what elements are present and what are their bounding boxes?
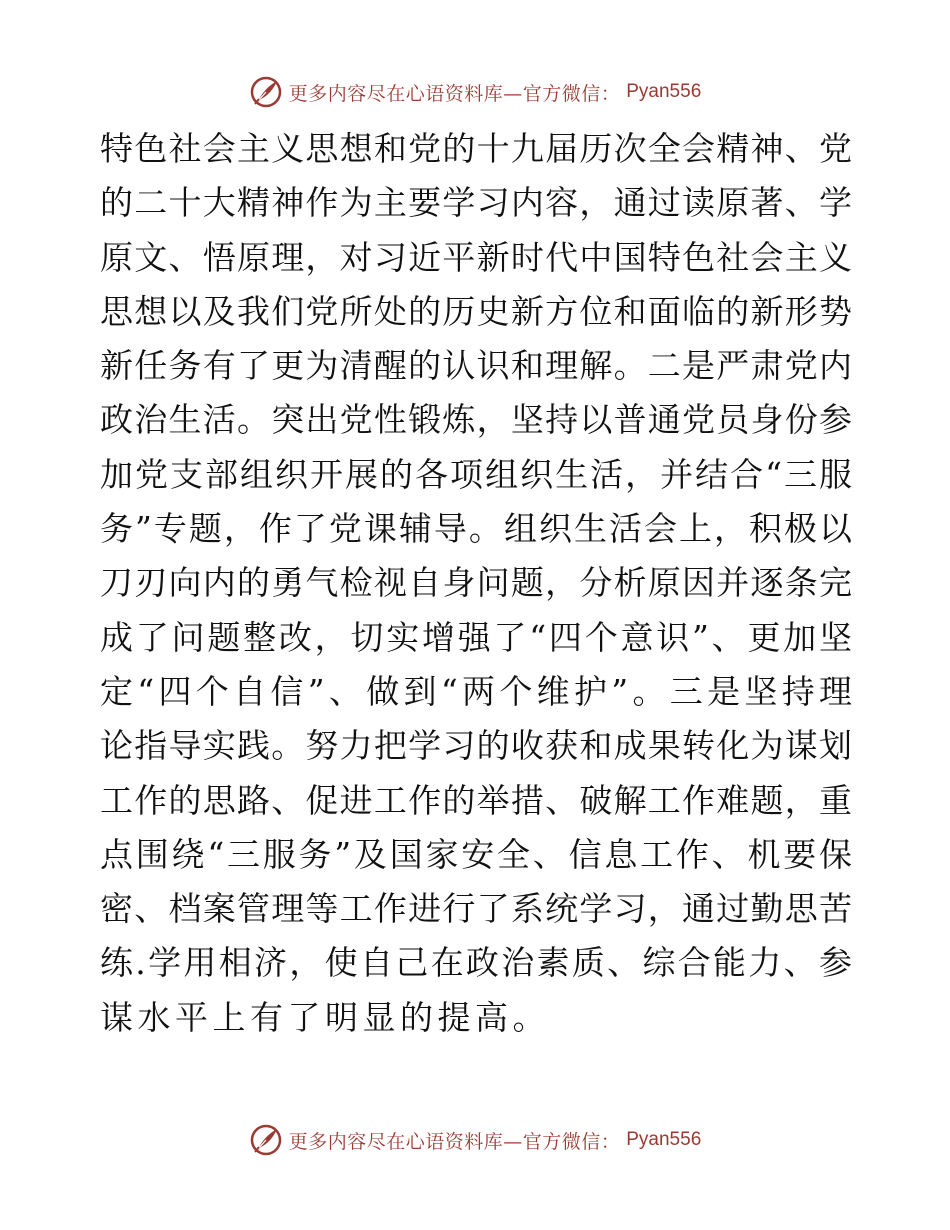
body-line: 加党支部组织开展的各项组织生活，并结合“三服 (100, 454, 852, 494)
body-line: 原文、悟原理，对习近平新时代中国特色社会主义 (100, 237, 852, 277)
body-line: 的二十大精神作为主要学习内容，通过读原著、学 (100, 183, 852, 223)
watermark-account: Pyan556 (626, 1129, 702, 1150)
body-line: 点围绕“三服务”及国家安全、信息工作、机要保 (100, 834, 852, 874)
body-line: 工作的思路、促进工作的举措、破解工作难题，重 (100, 780, 852, 820)
body-line: 政治生活。突出党性锻炼，坚持以普通党员身份参 (100, 400, 852, 440)
watermark-text: 更多内容尽在心语资料库—官方微信： (288, 1130, 621, 1153)
feather-pen-circle-icon (249, 75, 283, 109)
body-line: 务”专题，作了党课辅导。组织生活会上，积极以 (100, 509, 852, 549)
body-line: 定“四个自信”、做到“两个维护”。三是坚持理 (100, 671, 852, 711)
body-line: 论指导实践。努力把学习的收获和成果转化为谋划 (100, 726, 852, 766)
watermark-text: 更多内容尽在心语资料库—官方微信： (288, 82, 621, 105)
watermark-account: Pyan556 (626, 81, 702, 102)
body-line: 思想以及我们党所处的历史新方位和面临的新形势 (100, 291, 852, 331)
header-watermark (0, 70, 950, 114)
document-body (100, 122, 852, 1045)
body-line: 新任务有了更为清醒的认识和理解。二是严肃党内 (100, 346, 852, 386)
body-line: 密、档案管理等工作进行了系统学习，通过勤思苦 (100, 889, 852, 929)
body-line: 成了问题整改，切实增强了“四个意识”、更加坚 (100, 617, 852, 657)
body-line: 谋水平上有了明显的提高。 (100, 997, 550, 1037)
body-line: 特色社会主义思想和党的十九届历次全会精神、党 (100, 129, 852, 168)
body-line: 练.学用相济，使自己在政治素质、综合能力、参 (100, 943, 852, 983)
body-line: 刀刃向内的勇气检视自身问题，分析原因并逐条完 (100, 563, 852, 603)
feather-pen-circle-icon (249, 1123, 283, 1157)
footer-watermark (0, 1118, 950, 1162)
